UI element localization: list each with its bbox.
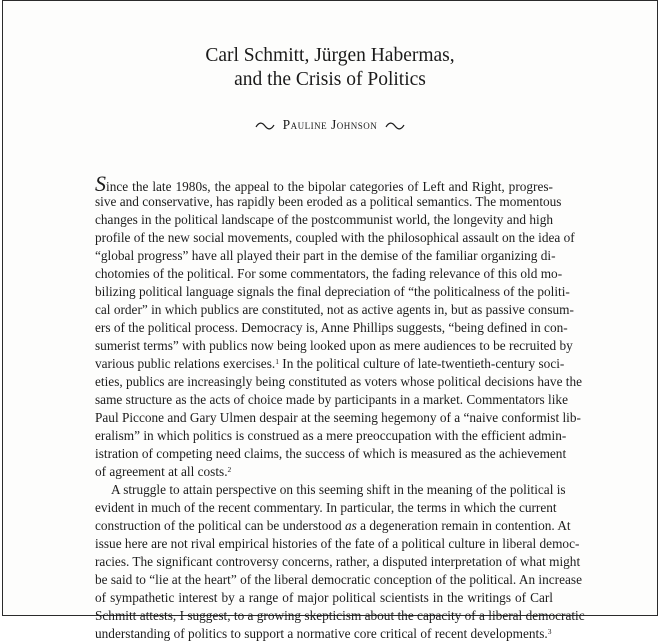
paragraph-1-line: eralism” in which politics is construed as a mere preoccupation with the efficient admin- <box>95 428 567 443</box>
author-name: Pauline Johnson <box>282 117 378 132</box>
paragraph-1-line: sive and conservative, has rapidly been eroded as a political semantics. The momentous <box>95 194 562 209</box>
author-byline <box>3 117 657 133</box>
paragraph-1-line: ers of the political process. Democracy is, Anne Phillips suggests, “being defined in con- <box>95 320 568 335</box>
article-title-line-1: Carl Schmitt, Jürgen Habermas, <box>205 45 455 66</box>
paragraph-2-line: evident in much of the recent commentary. In particular, the terms in which the current <box>95 500 557 515</box>
paragraph-2-line: be said to “lie at the heart” of the liberal democratic conception of the political. An increase <box>95 572 582 587</box>
paragraph-1-line: of agreement at all costs.$^2$ <box>95 464 232 479</box>
paragraph-1-line: “global progress” have all played their part in the demise of the familiar organizing di- <box>95 248 556 263</box>
paragraph-1-line: sumerist terms” with publics now being looked upon as mere audiences to be recruited by <box>95 338 573 353</box>
right-swash-ornament-icon <box>385 121 405 131</box>
paragraph-2-line: construction of the political can be understood as a degeneration remain in contention. At <box>95 518 571 533</box>
paragraph-1-line: same structure as the acts of choice made by participants in a market. Commentators like <box>95 392 568 407</box>
paragraph-1-line: profile of the new social movements, coupled with the philosophical assault on the idea of <box>95 230 575 245</box>
paragraph-2-line: Schmitt attests, I suggest, to a growing skepticism about the capacity of a liberal democratic <box>95 608 585 623</box>
paragraph-1-line: various public relations exercises.$^1$ In the political culture of late-twentieth-century soci- <box>95 356 565 371</box>
left-swash-ornament-icon <box>255 121 275 131</box>
paragraph-1-line: Since the late 1980s, the appeal to the bipolar categories of Left and Right, progres- <box>95 171 553 196</box>
footnote-marker[interactable]: 1 <box>275 357 279 366</box>
footnote-marker[interactable]: 2 <box>227 465 232 474</box>
paragraph-2-line: issue here are not rival empirical histories of the fate of a political culture in liberal democ- <box>95 536 580 551</box>
paragraph-2-line: understanding of politics to support a normative core critical of recent developments.$^3$ <box>95 626 552 641</box>
paragraph-2-line: racies. The significant controversy concerns, rather, a disputed interpretation of what might <box>95 554 581 569</box>
article-title-line-2: and the Crisis of Politics <box>234 69 426 90</box>
paragraph-1-line: istration of competing need claims, the success of which is measured as the achievement <box>95 446 567 461</box>
paragraph-1-line: cal order” in which publics are constituted, not as active agents in, but as passive consum- <box>95 302 574 317</box>
paragraph-1-line: eties, publics are increasingly being constituted as voters whose political decisions have the <box>95 374 583 389</box>
paragraph-1-line: changes in the political landscape of the postcommunist world, the longevity and high <box>95 212 553 227</box>
footnote-marker[interactable]: 3 <box>547 627 552 636</box>
page <box>2 0 658 641</box>
drop-cap: S <box>95 171 106 196</box>
paragraph-1-line: bilizing political language signals the final depreciation of “the politicalness of the politi- <box>95 284 570 299</box>
paragraph-2-line: A struggle to attain perspective on this seeming shift in the meaning of the political is <box>111 482 566 497</box>
paragraph-1-line: Paul Piccone and Gary Ulmen despair at the seeming hegemony of a “naive conformist lib- <box>95 410 581 425</box>
paragraph-1-line: chotomies of the political. For some commentators, the fading relevance of this old mo- <box>95 266 563 281</box>
paragraph-2-line: of sympathetic interest by a range of major political scientists in the writings of Carl <box>95 590 553 605</box>
